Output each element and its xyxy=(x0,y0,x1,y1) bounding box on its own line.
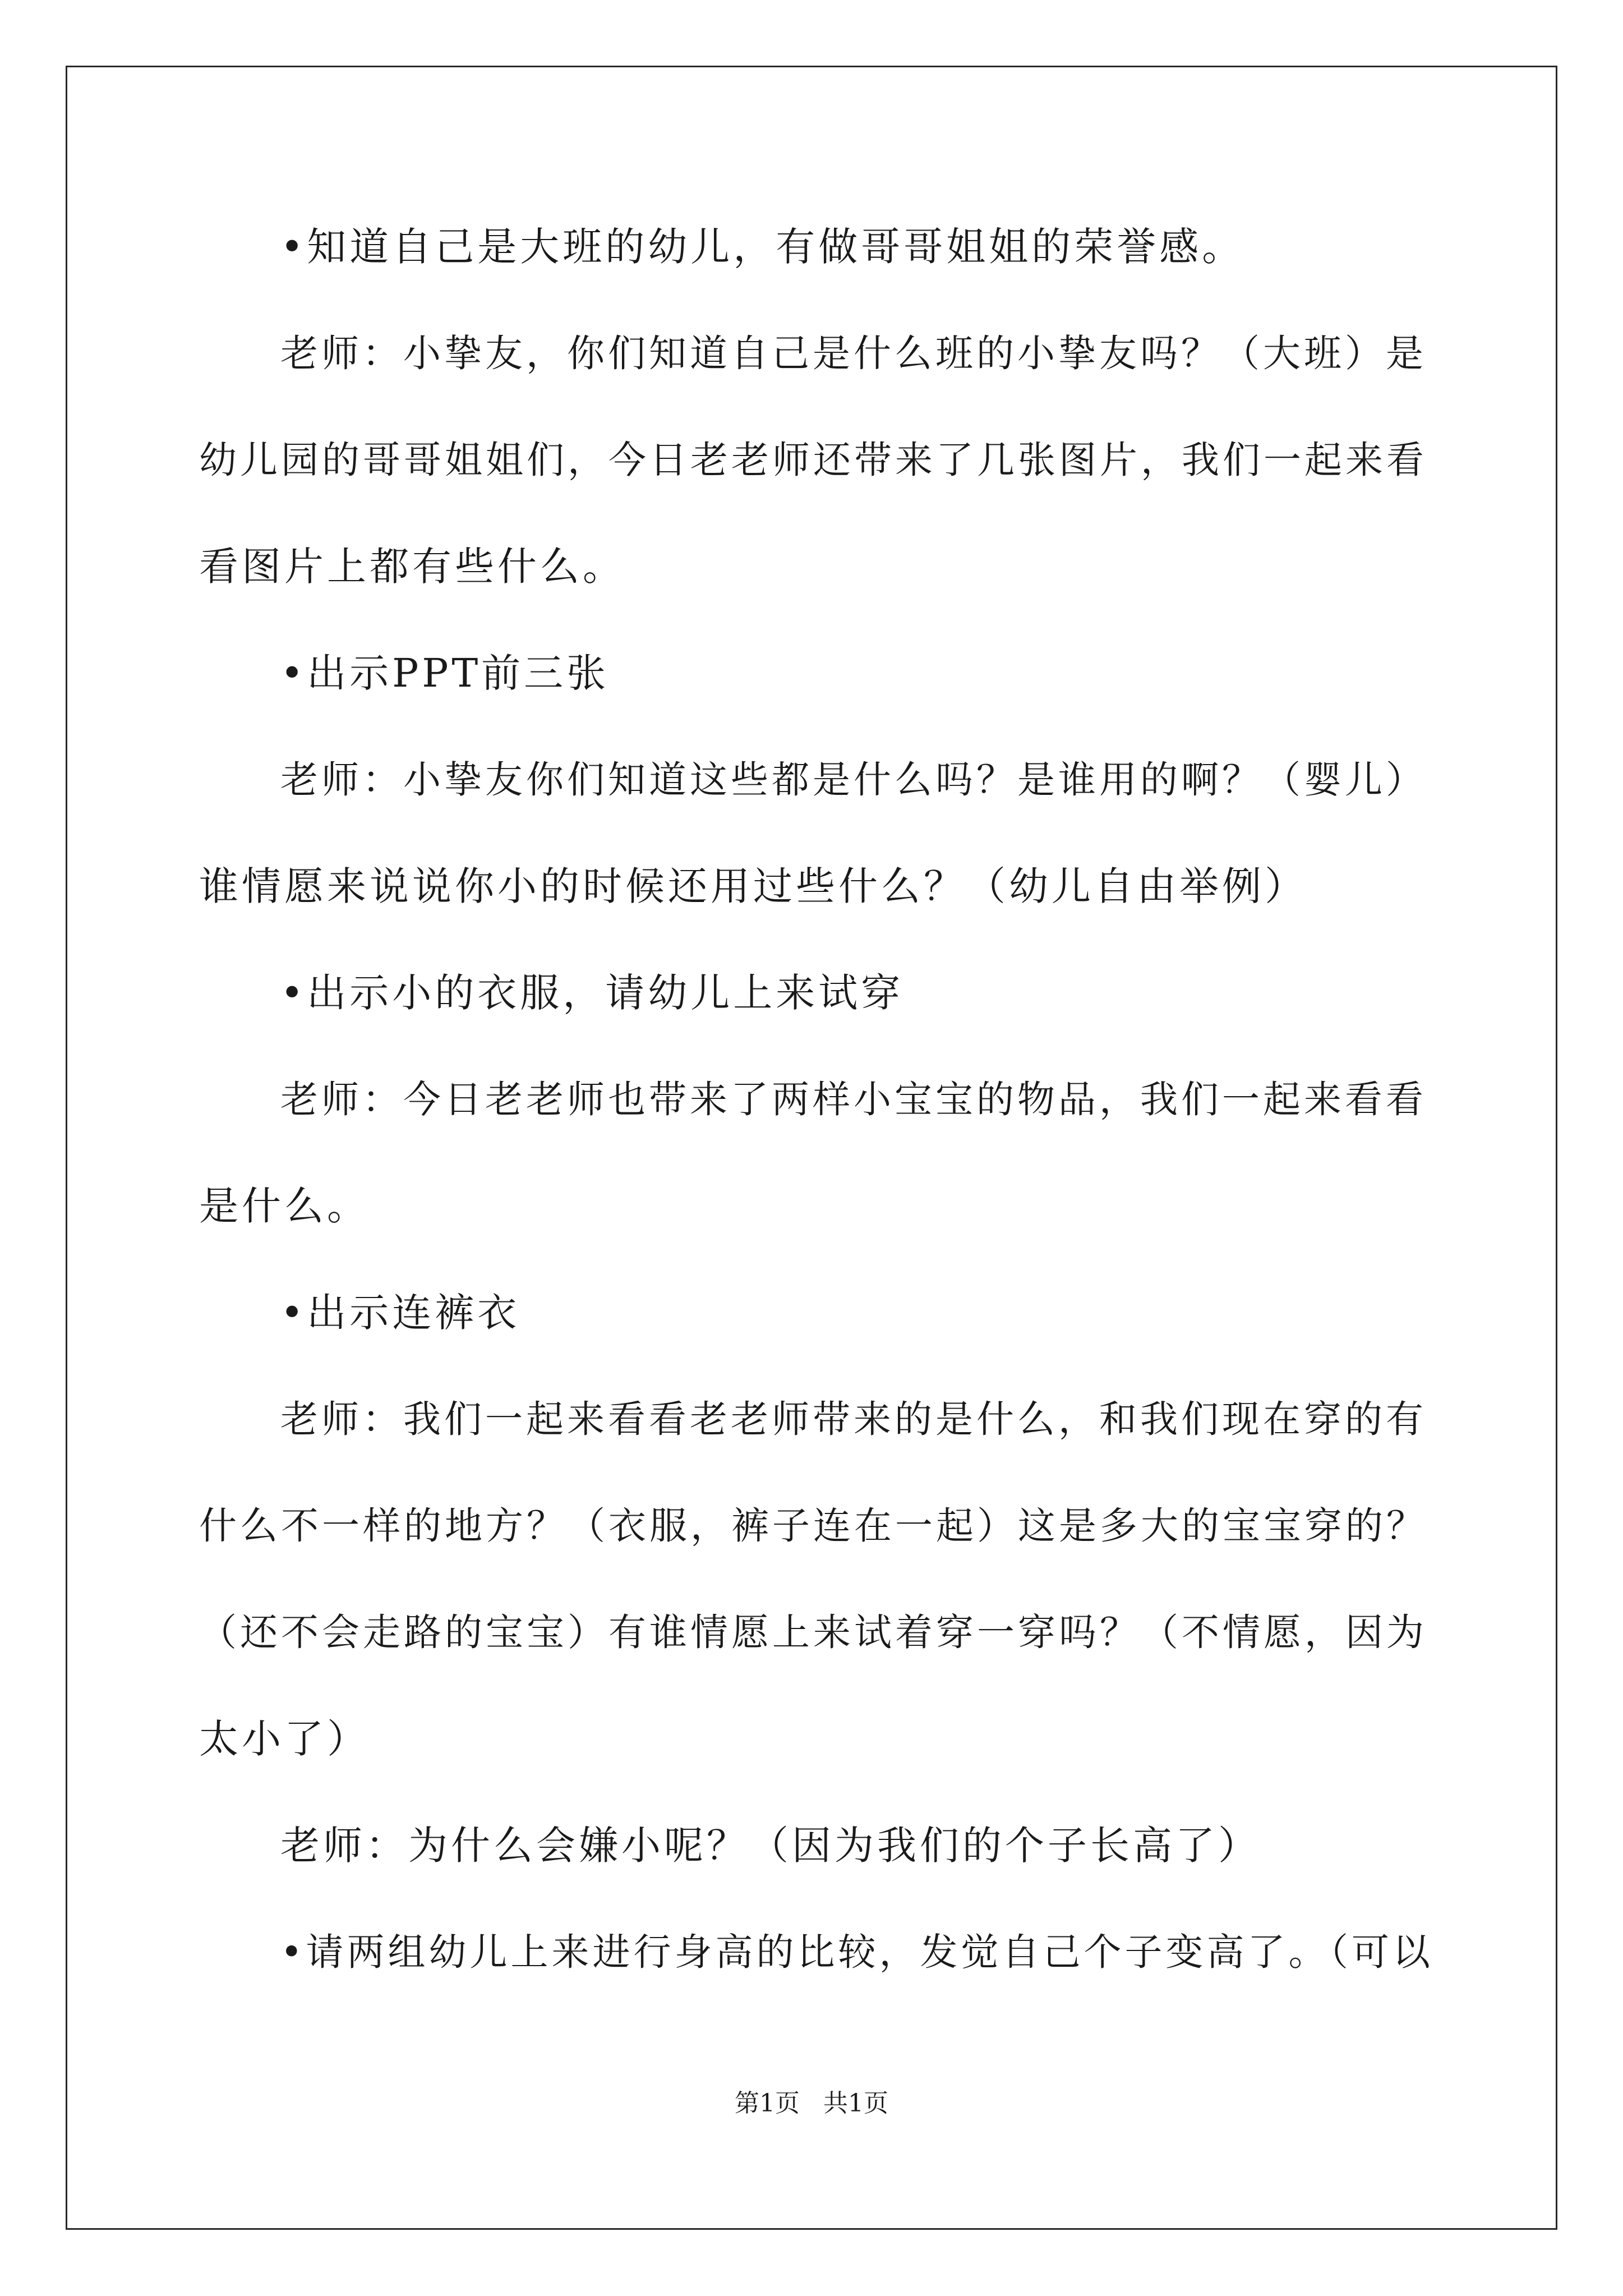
text-line: 幼儿园的哥哥姐姐们，今日老老师还带来了几张图片，我们一起来看 xyxy=(199,438,1427,482)
text-line: 老师：小挚友你们知道这些都是什么吗？是谁用的啊？（婴儿） xyxy=(280,758,1427,802)
text-line: 看图片上都有些什么。 xyxy=(199,544,625,590)
text-line: •出示PPT前三张 xyxy=(280,650,610,696)
text-line: •知道自己是大班的幼儿，有做哥哥姐姐的荣誉感。 xyxy=(280,224,1245,270)
text-line: （还不会走路的宝宝）有谁情愿上来试着穿一穿吗？（不情愿，因为 xyxy=(199,1611,1427,1654)
text-line: 谁情愿来说说你小的时候还用过些什么？（幼儿自由举例） xyxy=(199,863,1307,909)
text-line: 老师：今日老老师也带来了两样小宝宝的物品，我们一起来看看 xyxy=(280,1078,1427,1121)
text-line: 什么不一样的地方？（衣服，裤子连在一起）这是多大的宝宝穿的？ xyxy=(199,1504,1427,1548)
text-line: 老师：小挚友，你们知道自己是什么班的小挚友吗？（大班）是 xyxy=(280,332,1427,375)
page-border xyxy=(66,66,1557,2230)
text-line: 老师：为什么会嫌小呢？（因为我们的个子长高了） xyxy=(280,1823,1261,1869)
text-line: 老师：我们一起来看看老老师带来的是什么，和我们现在穿的有 xyxy=(280,1397,1427,1441)
text-line: •出示连裤衣 xyxy=(280,1290,520,1336)
text-line: •请两组幼儿上来进行身高的比较，发觉自己个子变高了。（可以 xyxy=(280,1930,1434,1974)
text-line: 是什么。 xyxy=(199,1183,370,1229)
text-line: 太小了） xyxy=(199,1716,370,1762)
page-number-footer: 第1页 共1页 xyxy=(735,2089,888,2118)
text-line: •出示小的衣服，请幼儿上来试穿 xyxy=(280,970,904,1016)
